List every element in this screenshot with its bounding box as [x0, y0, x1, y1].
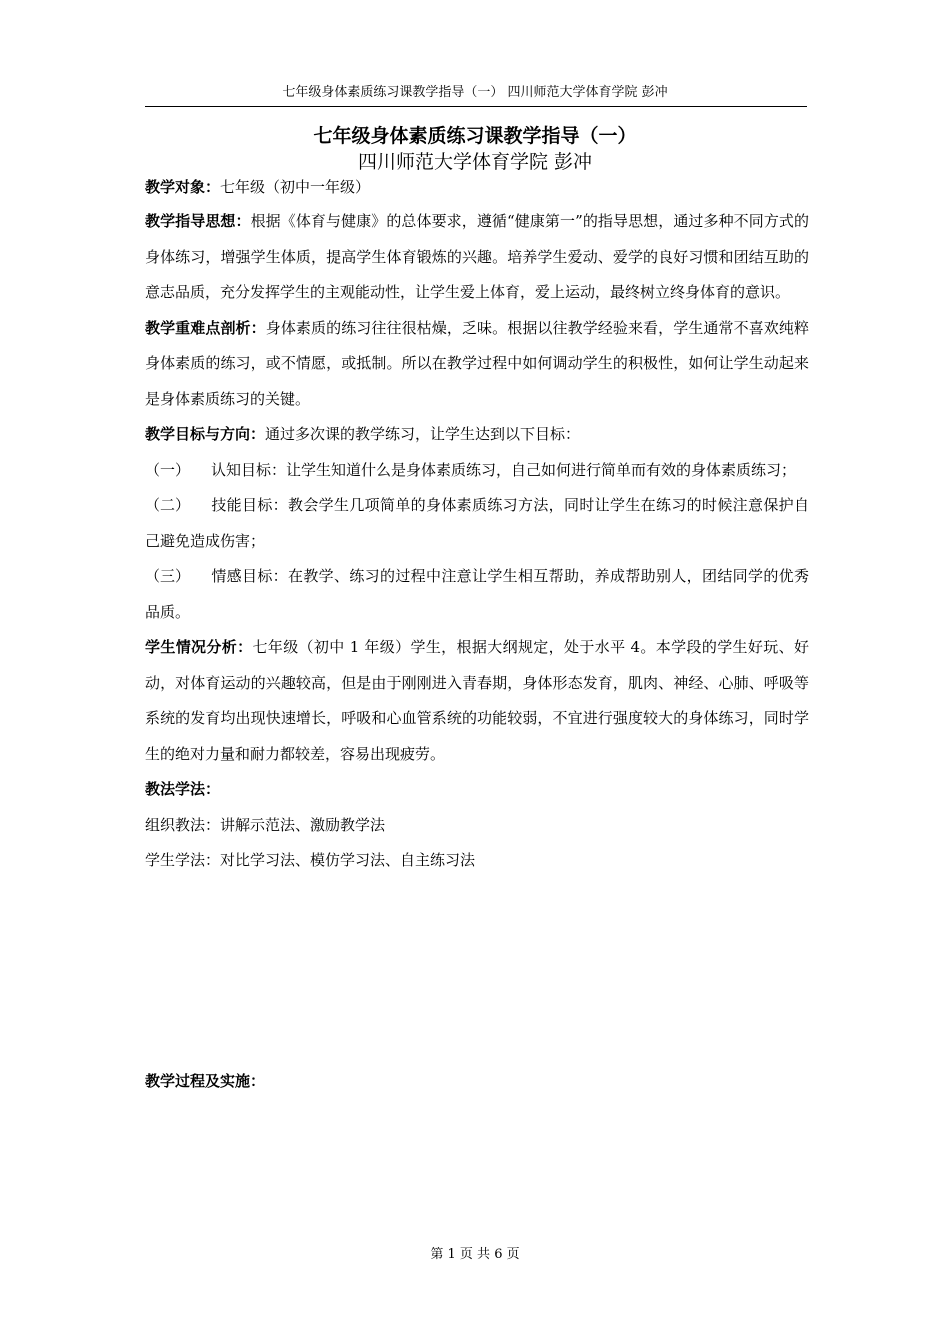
- running-header: 七年级身体素质练习课教学指导（一） 四川师范大学体育学院 彭冲: [282, 85, 668, 100]
- methods-teaching: 组织教法：讲解示范法、激励教学法: [145, 815, 386, 834]
- section-target: [145, 176, 809, 198]
- section-philosophy: [145, 204, 809, 311]
- goal-item: [145, 559, 809, 630]
- goal-text: 认知目标：让学生知道什么是身体素质练习，自己如何进行简单而有效的身体素质练习；: [211, 460, 797, 479]
- section-text: 七年级（初中一年级）: [220, 178, 371, 196]
- section-label: 教学重难点剖析：: [145, 318, 266, 337]
- goal-text: 技能目标：教会学生几项简单的身体素质练习方法，同时让学生在练习的时候注意保护自己避免造成伤害；: [145, 496, 809, 550]
- blank-space: [145, 879, 809, 1064]
- section-label: 教学对象：: [145, 178, 221, 196]
- section-text: 根据《体育与健康》的总体要求，遵循“健康第一”的指导思想，通过多种不同方式的身体练习，增强学生体质，提高学生体育锻炼的兴趣。培养学生爱动、爱学的良好习惯和团结互助的意志品质，充分发挥学生的主观能动性，让学生爱上体育，爱上运动，最终树立终身体育的意识。: [145, 212, 809, 301]
- methods-learning: 学生学法：对比学习法、模仿学习法、自主练习法: [145, 851, 476, 869]
- goal-item: [145, 488, 809, 559]
- section-text: 通过多次课的教学练习，让学生达到以下目标：: [265, 425, 581, 443]
- goal-number: （二）: [145, 496, 191, 514]
- document-title: 七年级身体素质练习课教学指导（一）: [313, 125, 637, 147]
- goal-number: （一）: [145, 460, 191, 479]
- page-footer: 第 1 页 共 6 页: [430, 1247, 520, 1262]
- header-rule: [145, 106, 807, 107]
- section-label: 教学指导思想：: [145, 212, 251, 230]
- section-goals: [145, 417, 809, 453]
- document-author: 四川师范大学体育学院 彭冲: [357, 151, 593, 173]
- section-label: 学生情况分析：: [145, 638, 253, 656]
- section-difficulty: [145, 311, 809, 418]
- document-body: [145, 176, 809, 1099]
- section-text: 身体素质的练习往往很枯燥，乏味。根据以往教学经验来看，学生通常不喜欢纯粹身体素质的练习，或不情愿，或抵制。所以在教学过程中如何调动学生的积极性，如何让学生动起来是身体素质练习的关键。: [145, 318, 809, 408]
- goal-number: （三）: [145, 567, 191, 585]
- section-process-label: 教学过程及实施：: [145, 1071, 266, 1090]
- section-text: 七年级（初中 1 年级）学生，根据大纲规定，处于水平 4。本学段的学生好玩、好动，对体育运动的兴趣较高，但是由于刚刚进入青春期，身体形态发育，肌肉、神经、心肺、呼吸等系统的发育均出现快速增长，呼吸和心血管系统的功能较弱，不宜进行强度较大的身体练习，同时学生的绝对力量和耐力都较差，容易出现疲劳。: [145, 638, 809, 763]
- goal-text: 情感目标：在教学、练习的过程中注意让学生相互帮助，养成帮助别人，团结同学的优秀品质。: [145, 567, 809, 621]
- section-students: [145, 630, 809, 772]
- section-methods-label: 教法学法：: [145, 780, 221, 798]
- section-label: 教学目标与方向：: [145, 425, 266, 443]
- goal-item: [145, 453, 809, 489]
